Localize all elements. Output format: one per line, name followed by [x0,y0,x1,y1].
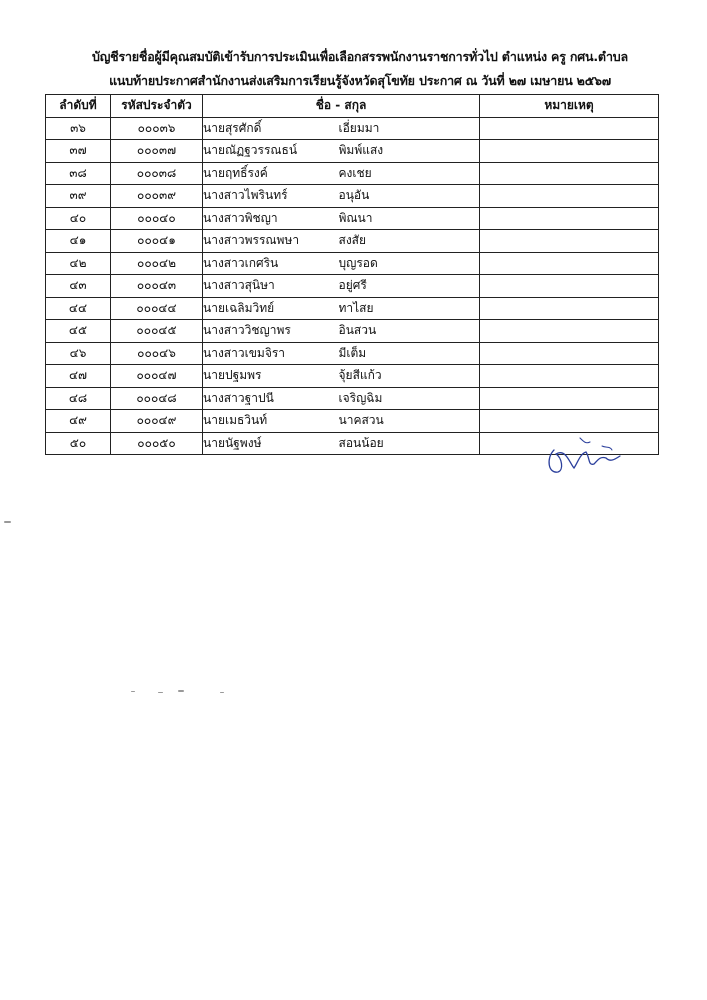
row-first-name: นายเฉลิมวิทย์ [203,297,339,320]
row-code: ๐๐๐๔๐ [111,207,203,230]
row-no: ๔๑ [46,230,111,253]
row-code: ๐๐๐๓๘ [111,162,203,185]
row-last-name: ทาไสย [339,297,480,320]
row-code: ๐๐๐๔๑ [111,230,203,253]
row-code: ๐๐๐๕๐ [111,432,203,455]
row-no: ๕๐ [46,432,111,455]
row-no: ๔๒ [46,252,111,275]
row-last-name: จุ้ยสีแก้ว [339,365,480,388]
document-title-line-2: แนบท้ายประกาศสำนักงานส่งเสริมการเรียนรู้จังหวัดสุโขทัย ประกาศ ณ วันที่ ๒๗ เมษายน ๒๕๖๗ [109,73,611,88]
table-body [46,117,659,455]
table-row [46,297,659,320]
table-row [46,230,659,253]
row-note [480,275,659,298]
row-code: ๐๐๐๓๗ [111,140,203,163]
row-first-name: นายนัฐพงษ์ [203,432,339,455]
row-last-name: พิณนา [339,207,480,230]
header-name: ชื่อ - สกุล [203,95,480,118]
row-no: ๔๔ [46,297,111,320]
row-no: ๔๐ [46,207,111,230]
row-last-name: สอนน้อย [339,432,480,455]
table-row [46,185,659,208]
row-last-name: อนุอัน [339,185,480,208]
signature-image [540,428,630,488]
table-row [46,207,659,230]
table-row [46,140,659,163]
scan-speck [220,692,224,693]
row-code: ๐๐๐๔๘ [111,387,203,410]
row-first-name: นายฤทธิ์รงค์ [203,162,339,185]
row-note [480,365,659,388]
header-no: ลำดับที่ [46,95,111,118]
row-code: ๐๐๐๔๔ [111,297,203,320]
candidate-table [45,94,659,455]
row-no: ๔๙ [46,410,111,433]
row-code: ๐๐๐๔๙ [111,410,203,433]
row-last-name: สงสัย [339,230,480,253]
table-row [46,365,659,388]
row-no: ๓๙ [46,185,111,208]
row-last-name: มีเต็ม [339,342,480,365]
row-first-name: นายสุรศักดิ์ [203,117,339,140]
row-no: ๔๕ [46,320,111,343]
table-row [46,162,659,185]
row-note [480,185,659,208]
row-first-name: นางสาววิชญาพร [203,320,339,343]
row-no: ๓๗ [46,140,111,163]
row-last-name: อินสวน [339,320,480,343]
row-note [480,342,659,365]
document-title-line-1: บัญชีรายชื่อผู้มีคุณสมบัติเข้ารับการประเมินเพื่อเลือกสรรพนักงานราชการทั่วไป ตำแหน่ง ครู กศน.ตำบล [91,49,628,64]
row-note [480,117,659,140]
scan-speck [131,691,135,692]
row-first-name: นางสาวไพรินทร์ [203,185,339,208]
row-first-name: นายปฐมพร [203,365,339,388]
row-no: ๔๘ [46,387,111,410]
row-code: ๐๐๐๓๙ [111,185,203,208]
row-note [480,207,659,230]
row-no: ๔๓ [46,275,111,298]
table-row [46,275,659,298]
table-row [46,387,659,410]
row-last-name: พิมพ์แสง [339,140,480,163]
row-last-name: เจริญฉิม [339,387,480,410]
row-note [480,162,659,185]
scan-speck [158,692,163,693]
row-code: ๐๐๐๔๓ [111,275,203,298]
row-code: ๐๐๐๔๖ [111,342,203,365]
row-no: ๓๘ [46,162,111,185]
row-no: ๓๖ [46,117,111,140]
row-note [480,297,659,320]
row-first-name: นางสาวฐาปนี [203,387,339,410]
row-note [480,252,659,275]
row-first-name: นางสาวเขมจิรา [203,342,339,365]
row-last-name: เอี่ยมมา [339,117,480,140]
header-code: รหัสประจำตัว [111,95,203,118]
table-row [46,117,659,140]
row-first-name: นางสาวเกศริน [203,252,339,275]
table-row [46,252,659,275]
row-last-name: อยู่ศรี [339,275,480,298]
row-first-name: นางสาวพรรณพษา [203,230,339,253]
row-note [480,140,659,163]
header-note: หมายเหตุ [480,95,659,118]
row-code: ๐๐๐๓๖ [111,117,203,140]
table-row [46,320,659,343]
row-code: ๐๐๐๔๗ [111,365,203,388]
row-code: ๐๐๐๔๒ [111,252,203,275]
row-note [480,387,659,410]
row-note [480,320,659,343]
row-first-name: นายณัฏฐวรรณธน์ [203,140,339,163]
row-last-name: นาคสวน [339,410,480,433]
row-first-name: นางสาวสุนิษา [203,275,339,298]
row-last-name: คงเชย [339,162,480,185]
scan-speck [178,690,184,692]
row-first-name: นายเมธวินท์ [203,410,339,433]
row-no: ๔๗ [46,365,111,388]
row-note [480,230,659,253]
row-first-name: นางสาวพิชญา [203,207,339,230]
table-header-row [46,95,659,118]
scan-speck [4,521,11,523]
row-last-name: บุญรอด [339,252,480,275]
row-no: ๔๖ [46,342,111,365]
row-code: ๐๐๐๔๕ [111,320,203,343]
table-row [46,342,659,365]
